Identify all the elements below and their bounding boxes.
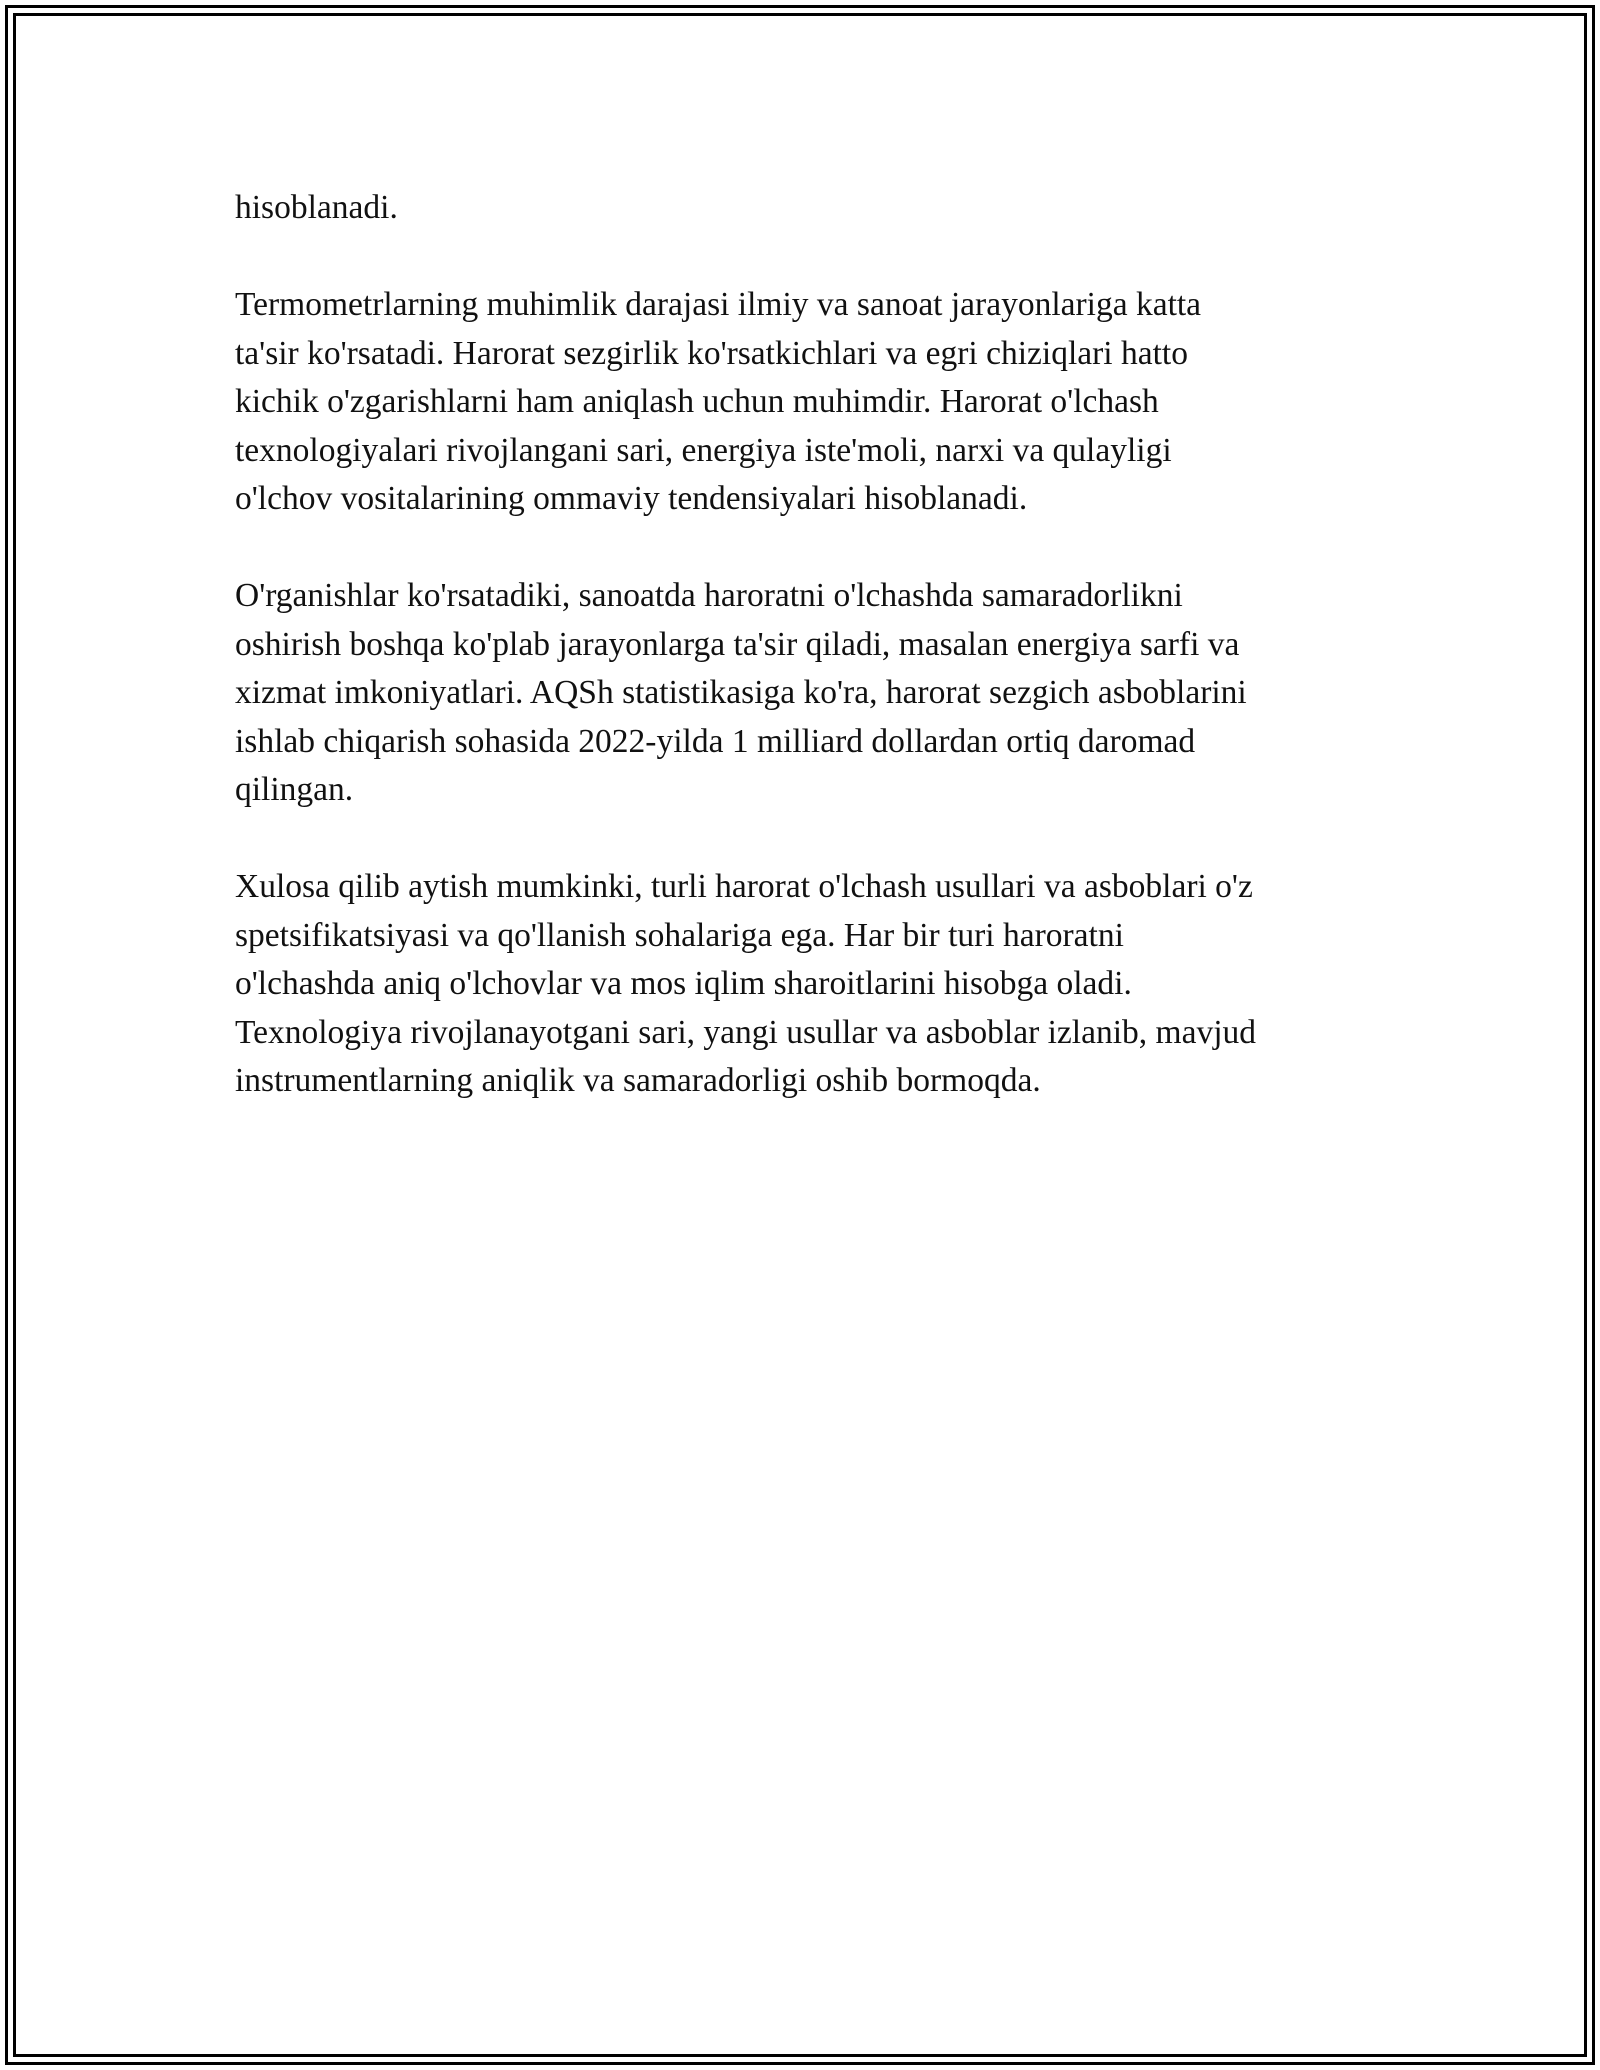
text-line: O'rganishlar ko'rsatadiki, sanoatda haroratni o'lchashda samaradorlikni	[235, 577, 1183, 614]
text-line: o'lchov vositalarining ommaviy tendensiyalari hisoblanadi.	[235, 480, 1028, 517]
text-line: qilingan.	[235, 771, 354, 808]
text-line: Termometrlarning muhimlik darajasi ilmiy va sanoat jarayonlariga katta	[235, 286, 1202, 323]
text-line: ta'sir ko'rsatadi. Harorat sezgirlik ko'rsatkichlari va egri chiziqlari hatto	[235, 334, 1188, 372]
text-line: Xulosa qilib aytish mumkinki, turli harorat o'lchash usullari va asboblari o'z	[235, 868, 1253, 905]
paragraph-continuation	[235, 184, 1365, 233]
text-line: spetsifikatsiyasi va qo'llanish sohalariga ega. Har bir turi haroratni	[235, 916, 1124, 954]
text-line: oshirish boshqa ko'plab jarayonlarga ta'sir qiladi, masalan energiya sarfi va	[235, 625, 1240, 663]
paragraph-thermometer-importance	[235, 281, 1365, 524]
text-line: hisoblanadi.	[235, 189, 398, 226]
document-body	[235, 184, 1365, 1154]
text-line: texnologiyalari rivojlangani sari, energiya iste'moli, narxi va qulayligi	[235, 431, 1172, 469]
text-line: ishlab chiqarish sohasida 2022-yilda 1 milliard dollardan ortiq daromad	[235, 722, 1196, 760]
text-line: Texnologiya rivojlanayotgani sari, yangi usullar va asboblar izlanib, mavjud	[235, 1013, 1256, 1051]
paragraph-conclusion	[235, 863, 1365, 1106]
paragraph-industry-statistics	[235, 572, 1365, 815]
text-line: xizmat imkoniyatlari. AQSh statistikasiga ko'ra, harorat sezgich asboblarini	[235, 674, 1247, 711]
text-line: instrumentlarning aniqlik va samaradorligi oshib bormoqda.	[235, 1062, 1041, 1099]
text-line: o'lchashda aniq o'lchovlar va mos iqlim sharoitlarini hisobga oladi.	[235, 965, 1132, 1002]
text-line: kichik o'zgarishlarni ham aniqlash uchun muhimdir. Harorat o'lchash	[235, 383, 1159, 420]
